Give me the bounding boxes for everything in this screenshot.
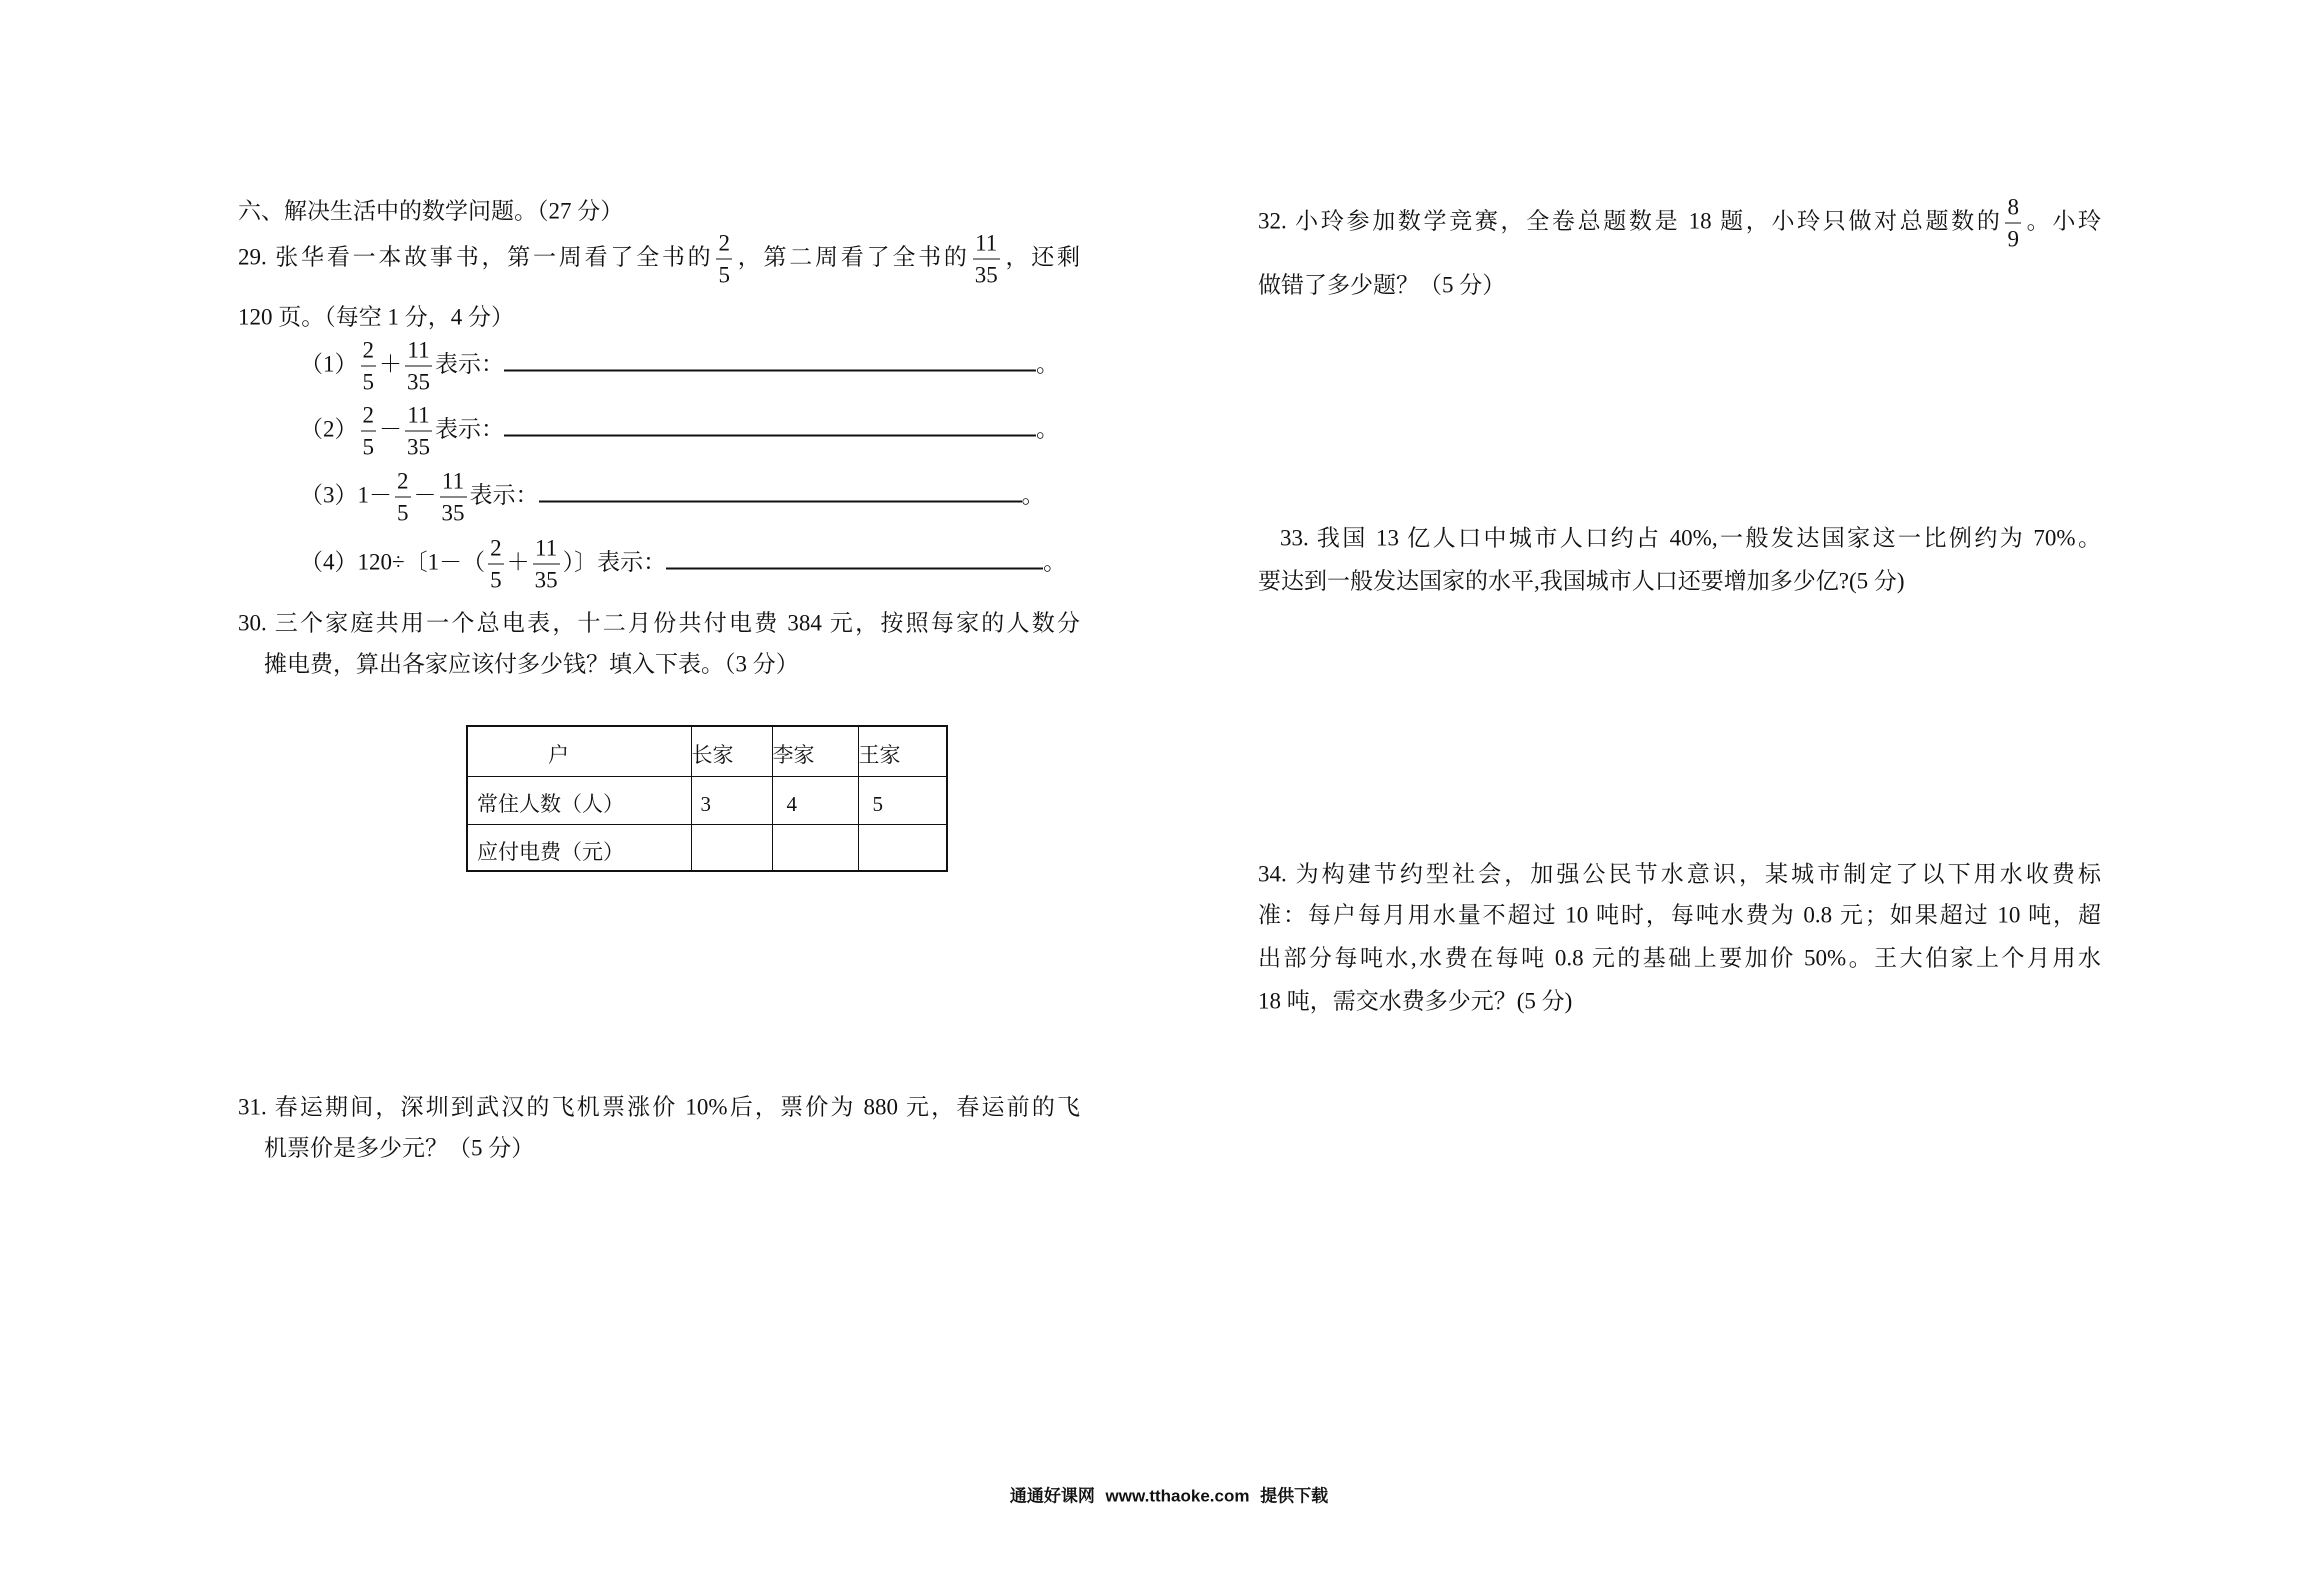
fraction (361, 404, 377, 459)
fraction-denominator: 35 (534, 567, 558, 593)
table-cell (858, 824, 947, 871)
fraction (533, 537, 560, 592)
answer-blank (539, 480, 1022, 502)
fraction-numerator: 11 (533, 537, 560, 565)
table-cell: 3 (691, 776, 772, 824)
part-end: 。 (1036, 351, 1059, 377)
q33-stem-line-1: 33. 我国 13 亿人口中城市人口约占 40%,一般发达国家这一比例约为 70%。 (1280, 525, 2101, 551)
table-row (467, 776, 947, 824)
q30-stem-line-1: 30. 三个家庭共用一个总电表，十二月份共付电费 384 元，按照每家的人数分 (238, 610, 1080, 636)
fraction-denominator: 5 (397, 500, 409, 526)
fraction-numerator: 2 (716, 232, 732, 260)
fraction-denominator: 5 (362, 434, 374, 460)
fraction (440, 470, 467, 525)
fraction (2005, 196, 2021, 251)
fraction-numerator: 8 (2005, 196, 2021, 224)
operator: － (379, 416, 402, 442)
fraction (973, 232, 1000, 287)
fraction-denominator: 5 (490, 567, 502, 593)
fraction (361, 339, 377, 394)
fraction-denominator: 35 (407, 434, 430, 460)
table-cell (691, 824, 772, 871)
table-cell: 5 (858, 776, 947, 824)
part-tail: 表示： (435, 351, 504, 377)
fraction-numerator: 11 (440, 470, 467, 498)
q29-text-c: ，还剩 (1002, 244, 1081, 270)
page-footer: 通通好课网 www.tthaoke.com 提供下载 (1009, 1486, 1329, 1506)
fraction (395, 470, 411, 525)
fraction-denominator: 35 (441, 500, 465, 526)
fraction-numerator: 11 (405, 404, 432, 432)
fraction (405, 339, 432, 394)
q32-stem-line-1 (1258, 196, 2101, 251)
table-header-wang: 王家 (858, 726, 947, 776)
operator: ＋ (506, 549, 530, 575)
q34-stem-line-2: 准：每户每月用水量不超过 10 吨时，每吨水费为 0.8 元；如果超过 10 吨，超 (1258, 902, 2101, 928)
table-row (467, 824, 947, 871)
q32-stem-line-2: 做错了多少题？（5 分） (1258, 272, 1506, 298)
table-row-label: 应付电费（元） (467, 824, 691, 871)
q29-part-2 (300, 404, 1059, 459)
table-cell: 4 (772, 776, 858, 824)
q29-text-b: ，第二周看了全书的 (734, 244, 970, 270)
fraction-numerator: 2 (361, 339, 377, 367)
q29-stem-line-1 (238, 232, 1080, 287)
operator: － (413, 482, 437, 508)
q29-part-1 (300, 339, 1059, 394)
q34-stem-line-1: 34. 为构建节约型社会，加强公民节水意识，某城市制定了以下用水收费标 (1258, 861, 2101, 887)
q29-stem-line-2: 120 页。（每空 1 分，4 分） (238, 304, 514, 330)
part-end: 。 (1021, 482, 1045, 508)
q32-text-a: 32. 小玲参加数学竞赛，全卷总题数是 18 题，小玲只做对总题数的 (1258, 208, 2003, 234)
fraction-numerator: 2 (361, 404, 377, 432)
part-label: （3）1－ (300, 482, 392, 508)
operator: ＋ (379, 351, 402, 377)
table-header-row (467, 726, 947, 776)
part-label: （2） (300, 416, 358, 442)
table-header-li: 李家 (772, 726, 858, 776)
part-tail: 表示： (469, 482, 539, 508)
fraction-denominator: 35 (974, 262, 998, 288)
fraction-denominator: 9 (2007, 226, 2019, 252)
table-cell (772, 824, 858, 871)
q33-stem-line-2: 要达到一般发达国家的水平,我国城市人口还要增加多少亿?(5 分) (1258, 568, 1905, 594)
fraction (405, 404, 432, 459)
q31-stem-line-1: 31. 春运期间，深圳到武汉的飞机票涨价 10%后，票价为 880 元，春运前的飞 (238, 1094, 1080, 1120)
q29-text-a: 29. 张华看一本故事书，第一周看了全书的 (238, 244, 714, 270)
q29-part-4 (300, 537, 1066, 592)
table-header-household: 户 (467, 726, 691, 776)
fraction-numerator: 11 (973, 232, 1000, 260)
fraction (716, 232, 732, 287)
fraction-denominator: 5 (718, 262, 730, 288)
table-row-label: 常住人数（人） (467, 776, 691, 824)
part-tail: 表示： (435, 416, 504, 442)
q30-stem-line-2: 摊电费，算出各家应该付多少钱？填入下表。（3 分） (264, 651, 799, 677)
fraction-numerator: 2 (395, 470, 411, 498)
section-title: 六、解决生活中的数学问题。（27 分） (238, 198, 624, 224)
electricity-fee-table (466, 725, 948, 872)
fraction (488, 537, 504, 592)
table-header-zhang: 长家 (691, 726, 772, 776)
answer-blank (504, 349, 1036, 371)
answer-blank (666, 547, 1043, 569)
q31-stem-line-2: 机票价是多少元？（5 分） (264, 1135, 535, 1161)
part-end: 。 (1043, 549, 1067, 575)
q32-text-b: 。小玲 (2023, 208, 2101, 234)
q29-part-3 (300, 470, 1045, 525)
fraction-denominator: 35 (407, 369, 430, 395)
part-label: （1） (300, 351, 358, 377)
q34-stem-line-4: 18 吨，需交水费多少元？(5 分) (1258, 988, 1573, 1014)
fraction-numerator: 11 (405, 339, 432, 367)
part-end: 。 (1036, 416, 1059, 442)
q34-stem-line-3: 出部分每吨水,水费在每吨 0.8 元的基础上要加价 50%。王大伯家上个月用水 (1258, 945, 2101, 971)
answer-blank (504, 414, 1036, 436)
fraction-numerator: 2 (488, 537, 504, 565)
part-tail: ）〕表示： (562, 549, 667, 575)
fraction-denominator: 5 (362, 369, 374, 395)
part-label: （4）120÷〔1－（ (300, 549, 486, 575)
